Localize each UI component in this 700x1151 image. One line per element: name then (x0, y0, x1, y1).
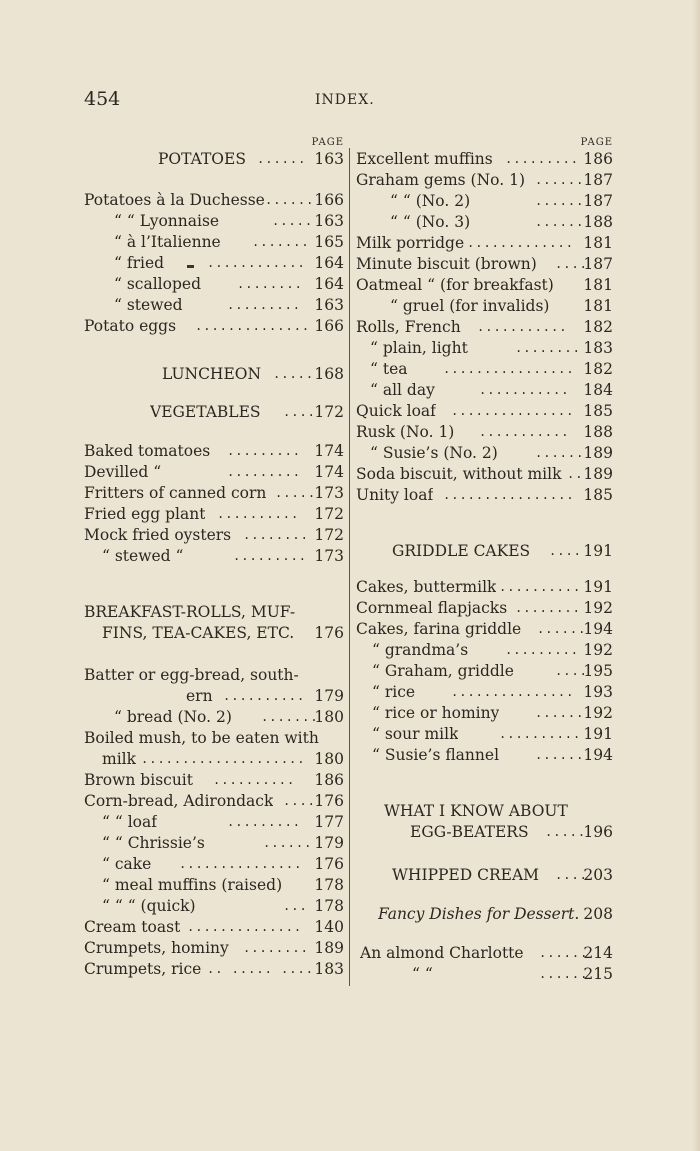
index-entry: “ cake ............... 176 (102, 855, 344, 873)
index-entry: Crumpets, hominy ........ 189 (84, 939, 344, 957)
index-entry: Cakes, farina griddle ...... 194 (356, 620, 613, 638)
index-entry: Corn-bread, Adirondack .... 176 (84, 792, 344, 810)
index-entry: “ rice or hominy ...... 192 (372, 704, 613, 722)
index-entry: Devilled “ ......... 174 (84, 463, 344, 481)
index-heading: WHIPPED CREAM .... 203 (392, 866, 613, 884)
index-entry: Unity loaf ................ 185 (356, 486, 613, 504)
index-entry: “ Graham, griddle .... 195 (372, 662, 613, 680)
index-entry: “ “ “ (quick) ... 178 (102, 897, 344, 915)
index-entry: Potato eggs .............. 166 (84, 317, 344, 335)
index-entry: “ tea ................ 182 (370, 360, 613, 378)
index-heading: GRIDDLE CAKES .... 191 (392, 542, 613, 560)
index-entry: Cakes, buttermilk .......... 191 (356, 578, 613, 596)
running-title: INDEX. (315, 92, 375, 108)
index-entry: ern .......... 179 (186, 687, 344, 705)
index-heading: WHAT I KNOW ABOUT (384, 802, 568, 820)
index-entry: milk .................... 180 (102, 750, 344, 768)
index-heading: VEGETABLES .... 172 (150, 403, 344, 421)
index-entry: “ à l’Italienne ....... 165 (114, 233, 344, 251)
index-entry: “ “ (No. 2) ...... 187 (390, 192, 613, 210)
page-edge (692, 0, 700, 1151)
index-entry: Excellent muffins ......... 186 (356, 150, 613, 168)
index-entry: An almond Charlotte ...... 214 (360, 944, 613, 962)
index-entry: Graham gems (No. 1) ...... 187 (356, 171, 613, 189)
index-entry: “ Susie’s flannel ...... 194 (372, 746, 613, 764)
index-entry: “ plain, light ........ 183 (370, 339, 613, 357)
index-heading: LUNCHEON ..... 168 (162, 365, 344, 383)
index-heading: Fancy Dishes for Dessert. 208 (378, 905, 613, 923)
index-entry: “ meal muffins (raised) 178 (102, 876, 344, 894)
index-entry: Soda biscuit, without milk .. 189 (356, 465, 613, 483)
index-entry: “ grandma’s ......... 192 (372, 641, 613, 659)
index-entry: “ “ (No. 3) ...... 188 (390, 213, 613, 231)
index-entry: Quick loaf ............... 185 (356, 402, 613, 420)
index-heading: BREAKFAST-ROLLS, MUF- (84, 603, 296, 621)
index-entry: Rusk (No. 1) ........... 188 (356, 423, 613, 441)
index-entry: “ rice ............... 193 (372, 683, 613, 701)
index-entry: “ stewed ......... 163 (114, 296, 344, 314)
index-entry: Minute biscuit (brown) .... 187 (356, 255, 613, 273)
index-entry: “ “ Chrissie’s ...... 179 (102, 834, 344, 852)
index-entry: Batter or egg-bread, south- (84, 666, 299, 684)
index-entry: “ “ Lyonnaise ..... 163 (114, 212, 344, 230)
index-entry: “ all day ........... 184 (370, 381, 613, 399)
index-entry: Oatmeal “ (for breakfast) 181 (356, 276, 613, 294)
index-entry: “ Susie’s (No. 2) ...... 189 (370, 444, 613, 462)
index-entry: “ “ loaf ......... 177 (102, 813, 344, 831)
index-heading: FINS, TEA-CAKES, ETC. 176 (102, 624, 344, 642)
index-entry: Mock fried oysters ........ 172 (84, 526, 344, 544)
index-entry: “ “ ...... 215 (412, 965, 613, 983)
column-divider (349, 148, 350, 986)
index-heading: POTATOES ...... 163 (158, 150, 344, 168)
index-entry: Cream toast .............. 140 (84, 918, 344, 936)
index-heading: EGG-BEATERS ..... 196 (410, 823, 613, 841)
index-entry: Potatoes à la Duchesse ...... 166 (84, 191, 344, 209)
index-entry: Boiled mush, to be eaten with (84, 729, 319, 747)
index-entry: Cornmeal flapjacks ........ 192 (356, 599, 613, 617)
index-entry: Baked tomatoes ......... 174 (84, 442, 344, 460)
index-entry: “ gruel (for invalids) 181 (390, 297, 613, 315)
index-entry: “ stewed “ ......... 173 (102, 547, 344, 565)
index-entry: “ fried ............ 164 (114, 254, 344, 272)
index-entry: Brown biscuit .......... 186 (84, 771, 344, 789)
index-entry: “ scalloped ........ 164 (114, 275, 344, 293)
page-number: 454 (84, 88, 121, 110)
index-entry: Milk porridge ............. 181 (356, 234, 613, 252)
index-entry: “ bread (No. 2) ....... 180 (114, 708, 344, 726)
index-entry: Crumpets, rice .. ..... .... 183 (84, 960, 344, 978)
page-label: PAGE (311, 137, 344, 148)
index-entry: Rolls, French ........... 182 (356, 318, 613, 336)
index-entry: “ sour milk .......... 191 (372, 725, 613, 743)
index-entry: Fried egg plant .......... 172 (84, 505, 344, 523)
index-entry: Fritters of canned corn ..... 173 (84, 484, 344, 502)
page-label: PAGE (580, 137, 613, 148)
